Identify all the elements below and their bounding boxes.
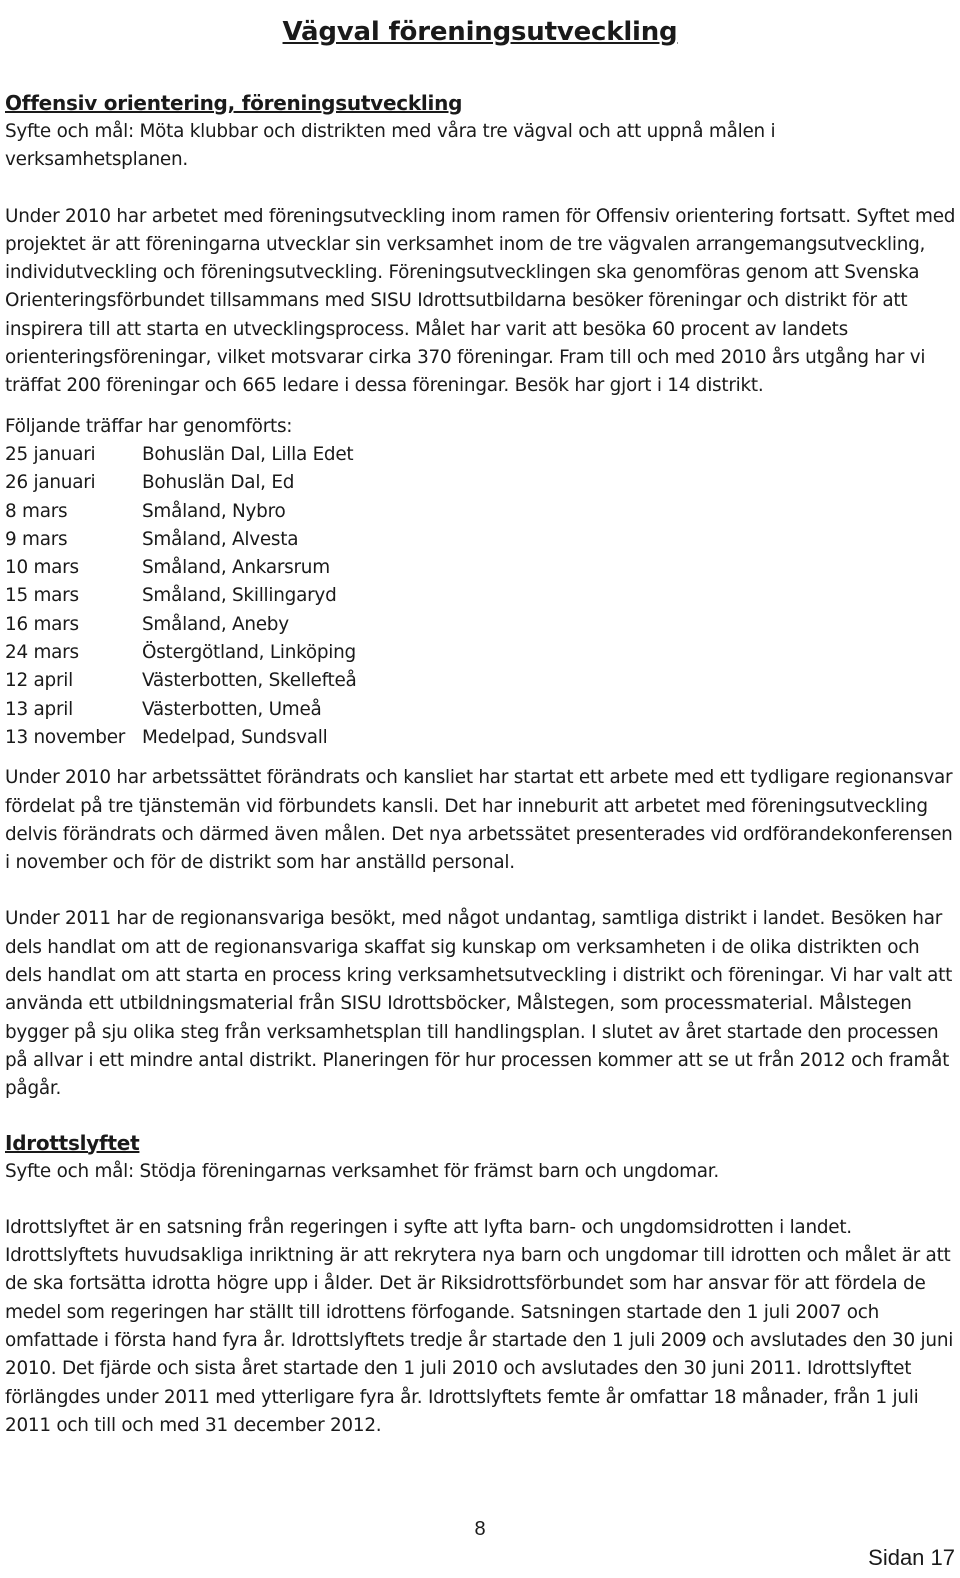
section-heading-idrottslyftet: Idrottslyftet bbox=[5, 1130, 140, 1155]
meeting-row bbox=[5, 582, 357, 610]
meeting-place: Västerbotten, Skellefteå bbox=[142, 670, 357, 692]
meeting-date: 12 april bbox=[5, 670, 73, 692]
meeting-place: Bohuslän Dal, Ed bbox=[142, 472, 295, 494]
page-number: 8 bbox=[474, 1518, 486, 1540]
meeting-date: 10 mars bbox=[5, 557, 79, 579]
meeting-place: Småland, Alvesta bbox=[142, 528, 299, 550]
meeting-row bbox=[5, 724, 357, 752]
meeting-date: 16 mars bbox=[5, 613, 79, 635]
meeting-place: Småland, Skillingaryd bbox=[142, 585, 337, 607]
meeting-date: 8 mars bbox=[5, 500, 68, 522]
document-body bbox=[5, 88, 960, 1440]
section1-paragraph-1: Under 2010 har arbetet med föreningsutveckling inom ramen för Offensiv orientering fortsatt. Syftet med projektet är att föreningarna utvecklar sin verksamhet inom de tre vägvalen arrangemangsutveckling, individutveckling och föreningsutveckling. Föreningsutvecklingen ska genomföras genom att Svenska Orienteringsförbundet tillsammans med SISU Idrottsutbildarna besöker föreningar och distrikt för att inspirera till att starta en utvecklingsprocess. Målet har varit att besöka 60 procent av landets orienteringsföreningar, vilket motsvarar cirka 370 föreningar. Fram till och med 2010 års utgång har vi träffat 200 föreningar och 665 ledare i dessa föreningar. Besök har gjort i 14 distrikt. bbox=[5, 205, 956, 397]
section2-purpose: Syfte och mål: Stödja föreningarnas verksamhet för främst barn och ungdomar. bbox=[5, 1160, 720, 1182]
meeting-date: 24 mars bbox=[5, 642, 79, 664]
meeting-place: Småland, Aneby bbox=[142, 613, 289, 635]
section2-paragraph-1: Idrottslyftet är en satsning från regeringen i syfte att lyfta barn- och ungdomsidrotten i landet. Idrottslyftets huvudsakliga inriktning är att rekrytera nya barn och ungdomar till idrotten och målet är att de ska fortsätta idrotta högre upp i ålder. Det är Riksidrottsförbundet som har ansvar för att fördela de medel som regeringen har ställt till idrottens förfogande. Satsningen startade den 1 juli 2007 och omfattade i första hand fyra år. Idrottslyftets tredje år startade den 1 juli 2009 och avslutades den 30 juni 2010. Det fjärde och sista året startade den 1 juli 2010 och avslutades den 30 juni 2011. Idrottslyftet förlängdes under 2011 med ytterligare fyra år. Idrottslyftets femte år omfattar 18 månader, från 1 juli 2011 och till och med 31 december 2012. bbox=[5, 1216, 954, 1436]
meeting-row bbox=[5, 469, 357, 497]
meeting-row bbox=[5, 611, 357, 639]
meeting-date: 15 mars bbox=[5, 585, 79, 607]
section-heading-offensiv-orientering: Offensiv orientering, föreningsutveckling bbox=[5, 91, 463, 115]
meeting-row bbox=[5, 667, 357, 695]
meetings-table bbox=[5, 441, 357, 752]
meeting-place: Bohuslän Dal, Lilla Edet bbox=[142, 443, 354, 465]
meetings-intro: Följande träffar har genomförts: bbox=[5, 415, 293, 437]
meeting-date: 13 april bbox=[5, 698, 73, 720]
meeting-row bbox=[5, 526, 357, 554]
meeting-row bbox=[5, 441, 357, 469]
section1-purpose: Syfte och mål: Möta klubbar och distrikten med våra tre vägval och att uppnå målen i verksamhetsplanen. bbox=[5, 121, 776, 171]
meeting-place: Västerbotten, Umeå bbox=[142, 698, 322, 720]
section1-paragraph-3: Under 2011 har de regionansvariga besökt, med något undantag, samtliga distrikt i landet. Besöken har dels handlat om att de regionansvariga skaffat sig kunskap om verksamheten i de olika distrikten och dels handlat om att starta en process kring verksamhetsutveckling i distrikt och föreningar. Vi har valt att använda ett utbildningsmaterial från SISU Idrottsböcker, Målstegen, som processmaterial. Målstegen bygger på sju olika steg från verksamhetsplan till handlingsplan. I slutet av året startade den processen på allvar i ett mindre antal distrikt. Planeringen för hur processen kommer att se ut från 2012 och framåt pågår. bbox=[5, 908, 953, 1100]
meeting-date: 26 januari bbox=[5, 472, 96, 494]
meeting-date: 9 mars bbox=[5, 528, 68, 550]
page-title: Vägval föreningsutveckling bbox=[282, 17, 678, 48]
meeting-date: 13 november bbox=[5, 726, 126, 748]
meeting-row bbox=[5, 639, 357, 667]
meeting-place: Östergötland, Linköping bbox=[142, 642, 356, 664]
page-footer: Sidan 17 bbox=[868, 1545, 955, 1570]
meeting-place: Småland, Nybro bbox=[142, 500, 286, 522]
meeting-row bbox=[5, 696, 357, 724]
meeting-place: Medelpad, Sundsvall bbox=[142, 726, 328, 748]
meeting-row bbox=[5, 498, 357, 526]
meeting-place: Småland, Ankarsrum bbox=[142, 557, 330, 579]
section1-paragraph-2: Under 2010 har arbetssättet förändrats och kansliet har startat ett arbete med ett tydligare regionansvar fördelat på tre tjänstemän vid förbundets kansli. Det har inneburit att arbetet med föreningsutveckling delvis förändrats och därmed även målen. Det nya arbetssätet presenterades vid ordförandekonferensen i november och för de distrikt som har anställd personal. bbox=[5, 767, 953, 874]
meeting-date: 25 januari bbox=[5, 443, 96, 465]
meeting-row bbox=[5, 554, 357, 582]
